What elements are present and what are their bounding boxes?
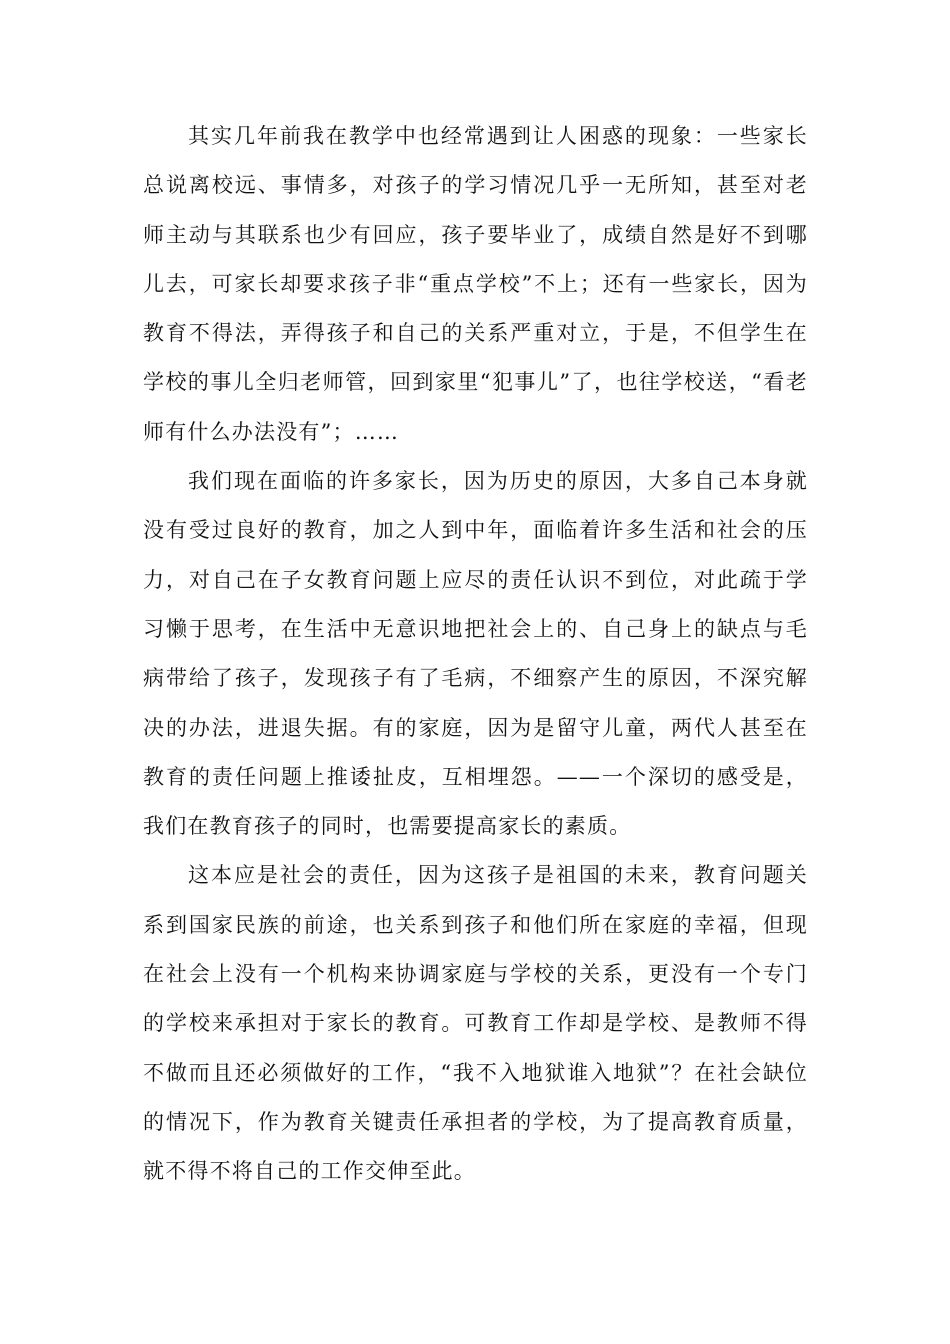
paragraph-3: 这本应是社会的责任，因为这孩子是祖国的未来，教育问题关系到国家民族的前途，也关系到孩子和他们所在家庭的幸福，但现在社会上没有一个机构来协调家庭与学校的关系，更没有一个专门的学校来承担对于家长的教育。可教育工作却是学校、是教师不得不做而且还必须做好的工作，“我不入地狱谁入地狱”？在社会缺位的情况下，作为教育关键责任承担者的学校，为了提高教育质量，就不得不将自己的工作交伸至此。 [143,863,808,1184]
document-body [143,112,808,1197]
paragraph-1: 其实几年前我在教学中也经常遇到让人困惑的现象：一些家长总说离校远、事情多，对孩子的学习情况几乎一无所知，甚至对老师主动与其联系也少有回应，孩子要毕业了，成绩自然是好不到哪儿去，可家长却要求孩子非“重点学校”不上；还有一些家长，因为教育不得法，弄得孩子和自己的关系严重对立，于是，不但学生在学校的事儿全归老师管，回到家里“犯事儿”了，也往学校送，“看老师有什么办法没有”；…… [143,124,808,444]
paragraph-2: 我们现在面临的许多家长，因为历史的原因，大多自己本身就没有受过良好的教育，加之人到中年，面临着许多生活和社会的压力，对自己在子女教育问题上应尽的责任认识不到位，对此疏于学习懒于思考，在生活中无意识地把社会上的、自己身上的缺点与毛病带给了孩子，发现孩子有了毛病，不细察产生的原因，不深究解决的办法，进退失据。有的家庭，因为是留守儿童，两代人甚至在教育的责任问题上推诿扯皮，互相埋怨。——一个深切的感受是，我们在教育孩子的同时，也需要提高家长的素质。 [143,469,808,839]
